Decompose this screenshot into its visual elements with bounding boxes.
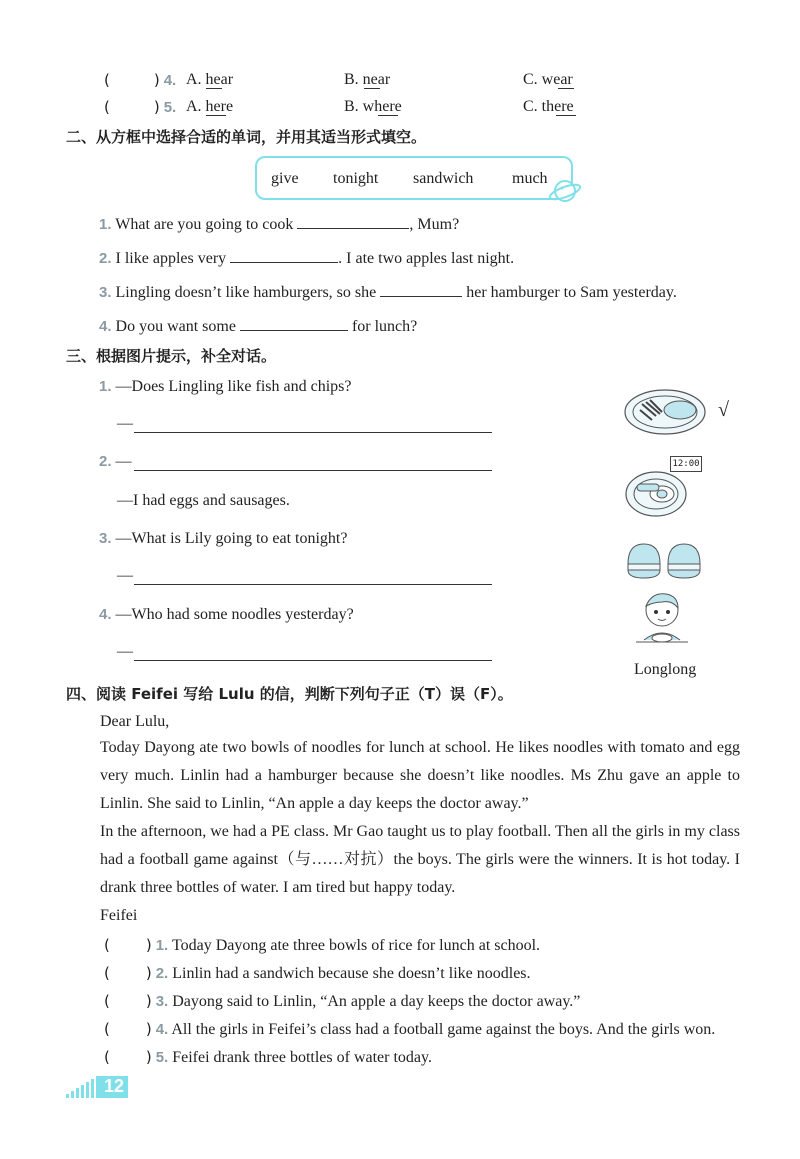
letter-signature: Feifei: [100, 907, 138, 924]
fill-item-4: 4. Do you want some for lunch?: [99, 314, 417, 337]
letter-greeting: Dear Lulu,: [100, 713, 170, 730]
page-number: 12: [103, 1076, 125, 1096]
option-b: B. near: [344, 71, 391, 88]
section-title: 四、阅读 Feifei 写给 Lulu 的信，判断下列句子正（T）误（F）。: [66, 685, 513, 703]
choice-row-5: ( ) 5.: [104, 98, 177, 116]
letter-paragraph-1: Today Dayong ate two bowls of noodles for lunch at school. He likes noodles with tomato and egg very much. Linlin had a hamburger because she doesn’t like noodles. Ms Zhu gave an apple to Linlin. She said to Linlin, “An apple a day keeps the doctor away.”: [100, 739, 740, 812]
dialog-q1: 1. —Does Lingling like fish and chips?: [99, 378, 352, 395]
boy-eating-image: [632, 588, 692, 654]
clock-label: 12:00: [670, 456, 702, 472]
answer-blank[interactable]: [240, 314, 348, 331]
judge-item-2: ( ) 2. Linlin had a sandwich because she doesn’t like noodles.: [104, 964, 531, 982]
word-box: [255, 156, 573, 200]
dialog-q4: 4. —Who had some noodles yesterday?: [99, 606, 354, 623]
fish-and-chips-image: [622, 386, 708, 438]
letter-paragraph-2: In the afternoon, we had a PE class. Mr Gao taught us to play football. Then all the girls in my class had a football game against（与……对抗）the boys. The girls were the winners. It is hot today. I drank three bottles of water. I am tired but happy today.: [100, 823, 740, 896]
answer-blank[interactable]: [230, 246, 338, 263]
question-number: 4.: [163, 72, 177, 89]
question-number: 5.: [163, 99, 177, 116]
word-option: tonight: [333, 170, 379, 187]
fill-item-1: 1. What are you going to cook , Mum?: [99, 212, 459, 235]
fill-item-3: 3. Lingling doesn’t like hamburgers, so she her hamburger to Sam yesterday.: [99, 280, 677, 303]
judge-item-4: ( ) 4. All the girls in Feifei’s class had a football game against the boys. And the girls won.: [104, 1020, 716, 1038]
option-c: C. wear: [523, 71, 573, 88]
answer-line[interactable]: [134, 432, 492, 433]
answer-line[interactable]: [134, 584, 492, 585]
option-a: A. here: [186, 98, 234, 115]
answer-blank[interactable]: [380, 280, 462, 297]
hamburgers-image: [624, 538, 706, 582]
dialog-q2: 2. —: [99, 453, 132, 470]
answer-line[interactable]: [134, 660, 492, 661]
judge-item-1: ( ) 1. Today Dayong ate three bowls of rice for lunch at school.: [104, 936, 541, 954]
word-option: give: [271, 170, 299, 187]
check-mark: √: [718, 399, 729, 421]
word-option: much: [512, 170, 548, 187]
dialog-answer-2: —I had eggs and sausages.: [117, 492, 290, 509]
option-b: B. where: [344, 98, 402, 115]
answer-blank[interactable]: [297, 212, 409, 229]
dialog-q3: 3. —What is Lily going to eat tonight?: [99, 530, 348, 547]
planet-icon: [548, 176, 582, 206]
word-option: sandwich: [413, 170, 474, 187]
judge-item-3: ( ) 3. Dayong said to Linlin, “An apple a day keeps the doctor away.”: [104, 992, 581, 1010]
person-name: Longlong: [634, 661, 697, 678]
section-title: 二、从方框中选择合适的单词，并用其适当形式填空。: [66, 128, 427, 146]
answer-line[interactable]: [134, 470, 492, 471]
section-title: 三、根据图片提示，补全对话。: [66, 347, 277, 365]
option-c: C. there: [523, 98, 574, 115]
choice-row-4: ( ) 4.: [104, 71, 177, 89]
judge-item-5: ( ) 5. Feifei drank three bottles of water today.: [104, 1048, 432, 1066]
fill-item-2: 2. I like apples very . I ate two apples last night.: [99, 246, 514, 269]
option-a: A. hear: [186, 71, 234, 88]
